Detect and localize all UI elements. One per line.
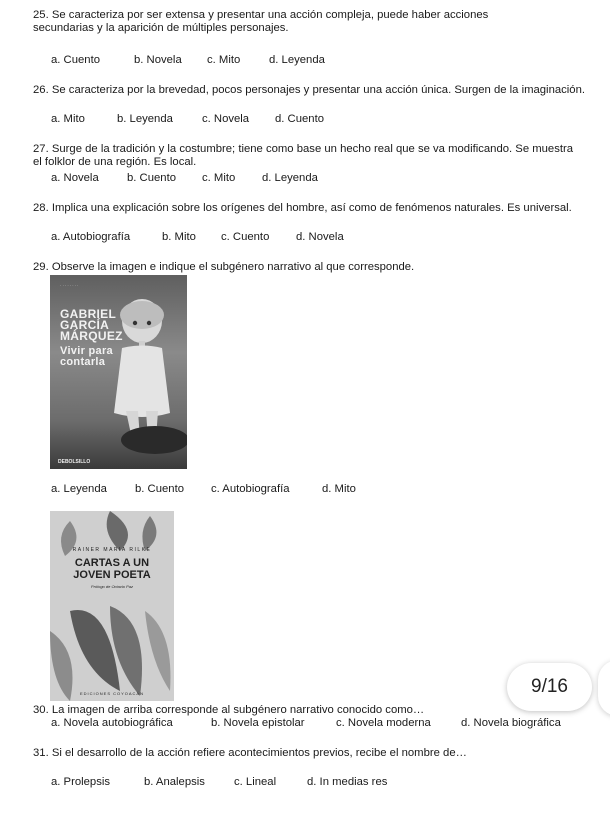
option-d[interactable]: d. Leyenda [262, 172, 318, 184]
option-c[interactable]: c. Lineal [234, 776, 277, 788]
question-25 [33, 9, 603, 35]
question-25-line2: secundarias y la aparición de múltiples personajes. [33, 22, 289, 34]
option-a[interactable]: a. Novela autobiográfica [51, 717, 173, 729]
child-photo-icon [112, 293, 172, 443]
option-d[interactable]: d. Leyenda [269, 54, 325, 66]
option-b[interactable]: b. Analepsis [144, 776, 205, 788]
question-31 [33, 747, 603, 760]
option-a[interactable]: a. Cuento [51, 54, 100, 66]
option-d[interactable]: d. Novela [296, 231, 344, 243]
option-b[interactable]: b. Cuento [135, 483, 184, 495]
option-d[interactable]: d. Mito [322, 483, 356, 495]
question-28 [33, 202, 603, 215]
question-27 [33, 143, 603, 169]
option-c[interactable]: c. Novela moderna [336, 717, 431, 729]
option-a[interactable]: a. Leyenda [51, 483, 107, 495]
question-29 [33, 261, 603, 274]
cover2-title-line2: JOVEN POETA [73, 569, 151, 581]
cover1-title-line1: Vivir para [60, 345, 113, 357]
option-b[interactable]: b. Mito [162, 231, 196, 243]
book-cover-cartas-a-un-joven-poeta [50, 511, 174, 701]
stool-icon [120, 425, 187, 455]
option-a[interactable]: a. Novela [51, 172, 99, 184]
option-c[interactable]: c. Mito [207, 54, 241, 66]
option-b[interactable]: b. Cuento [127, 172, 176, 184]
option-b[interactable]: b. Novela epistolar [211, 717, 305, 729]
cover2-subtitle: Prólogo de Octavio Paz [90, 584, 134, 589]
cover2-author: RAINER MARIA RILKE [72, 547, 152, 553]
option-a[interactable]: a. Mito [51, 113, 85, 125]
cover1-title-line2: contarla [60, 356, 106, 368]
question-31-line1: 31. Si el desarrollo de la acción refiere acontecimientos previos, recibe el nombre de… [33, 747, 467, 759]
page-indicator: 9/16 [507, 663, 592, 711]
cover1-author-line2: GARCÍA [60, 318, 110, 332]
option-a[interactable]: a. Prolepsis [51, 776, 111, 788]
question-30 [33, 704, 603, 717]
question-26 [33, 84, 603, 97]
cover2-publisher: EDICIONES COYOACÁN [79, 691, 144, 696]
question-28-line1: 28. Implica una explicación sobre los orígenes del hombre, así como de fenómenos naturales. Es universal. [33, 202, 572, 214]
book-cover-vivir-para-contarla: · · · · · · · · GABRIEL GARCÍA MÁRQUEZ Vivir para contarla DEBOLSILLO [50, 275, 187, 469]
option-d[interactable]: d. In medias res [307, 776, 388, 788]
option-b[interactable]: b. Leyenda [117, 113, 173, 125]
question-27-line2: el folklor de una región. Es local. [33, 156, 197, 168]
option-a[interactable]: a. Autobiografía [51, 231, 131, 243]
option-b[interactable]: b. Novela [134, 54, 182, 66]
cover1-author-line1: GABRIEL [60, 307, 117, 321]
option-d[interactable]: d. Cuento [275, 113, 324, 125]
question-26-line1: 26. Se caracteriza por la brevedad, pocos personajes y presentar una acción única. Surgen de la imaginación. [33, 84, 585, 96]
option-c[interactable]: c. Novela [202, 113, 250, 125]
cover1-publisher: DEBOLSILLO [58, 459, 91, 465]
cover1-author-line3: MÁRQUEZ [60, 329, 123, 343]
question-25-line1: 25. Se caracteriza por ser extensa y presentar una acción compleja, puede haber acciones [33, 9, 489, 21]
question-30-line1: 30. La imagen de arriba corresponde al subgénero narrativo conocido como… [33, 704, 425, 716]
option-c[interactable]: c. Autobiografía [211, 483, 290, 495]
option-c[interactable]: c. Cuento [221, 231, 270, 243]
leaves-illustration-icon [50, 511, 174, 701]
cover2-title-line1: CARTAS A UN [74, 557, 150, 569]
question-27-line1: 27. Surge de la tradición y la costumbre; tiene como base un hecho real que se va modificando. Se muestra [33, 143, 574, 155]
option-c[interactable]: c. Mito [202, 172, 236, 184]
question-29-line1: 29. Observe la imagen e indique el subgénero narrativo al que corresponde. [33, 261, 415, 273]
option-d[interactable]: d. Novela biográfica [461, 717, 561, 729]
